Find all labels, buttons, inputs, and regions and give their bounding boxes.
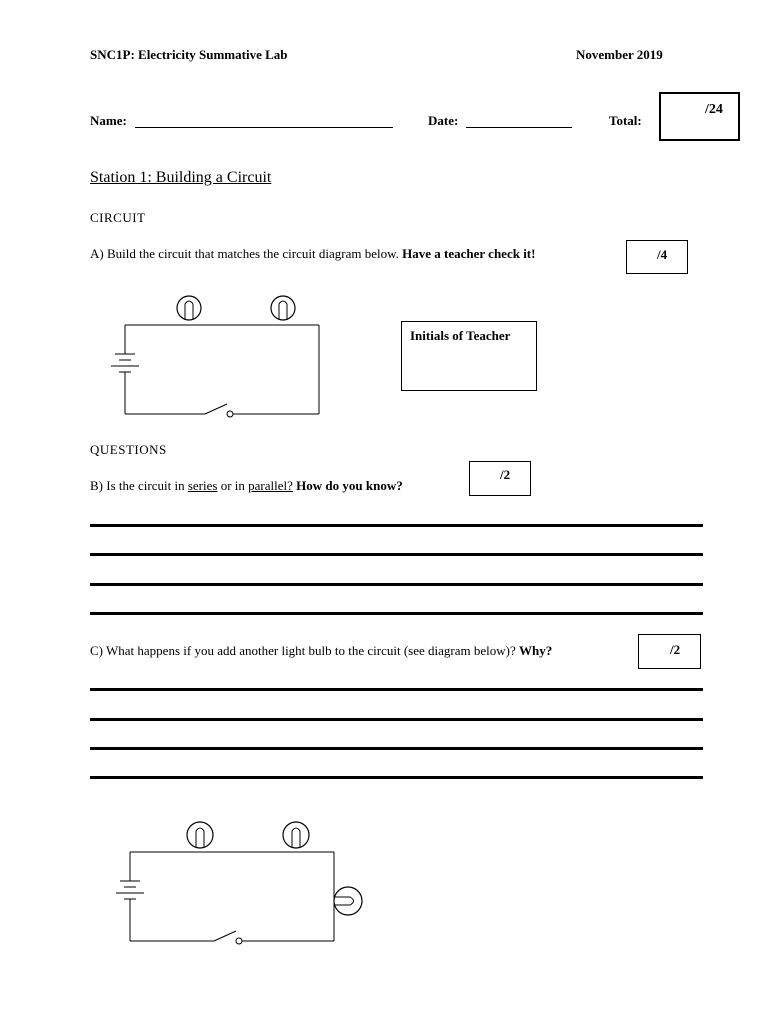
question-b-score: /2 bbox=[500, 467, 511, 482]
added-bulb-icon bbox=[334, 887, 362, 915]
question-a-text: A) Build the circuit that matches the circuit diagram below. bbox=[90, 246, 399, 261]
circuit-heading: CIRCUIT bbox=[90, 210, 146, 225]
answer-line[interactable] bbox=[90, 553, 703, 556]
total-score: /24 bbox=[705, 102, 723, 117]
bulb-icon bbox=[187, 822, 213, 848]
question-c bbox=[90, 643, 552, 659]
switch-lever bbox=[214, 931, 236, 941]
header-date: November 2019 bbox=[576, 47, 663, 62]
circuit-diagram-series bbox=[105, 288, 335, 423]
bulb-icon bbox=[177, 296, 201, 320]
question-b-series: series bbox=[187, 478, 218, 493]
answer-line[interactable] bbox=[90, 718, 703, 721]
answer-line[interactable] bbox=[90, 583, 703, 586]
date-label: Date: bbox=[428, 113, 459, 128]
switch-contact bbox=[227, 411, 233, 417]
question-b bbox=[90, 478, 403, 494]
circuit-diagram-added-bulb bbox=[110, 815, 375, 950]
teacher-initials-box[interactable] bbox=[401, 321, 537, 391]
switch-contact bbox=[236, 938, 242, 944]
name-field[interactable] bbox=[135, 127, 393, 128]
answer-line[interactable] bbox=[90, 524, 703, 527]
question-a-score-box[interactable] bbox=[626, 240, 688, 274]
answer-line[interactable] bbox=[90, 776, 703, 779]
name-label: Name: bbox=[90, 113, 127, 128]
date-field[interactable] bbox=[466, 127, 572, 128]
question-b-parallel: parallel? bbox=[248, 478, 293, 493]
question-a-score: /4 bbox=[657, 247, 668, 262]
question-c-bold: Why? bbox=[519, 643, 553, 658]
teacher-initials-label: Initials of Teacher bbox=[410, 328, 511, 343]
question-b-middle: or in bbox=[220, 478, 245, 493]
question-c-score-box[interactable] bbox=[638, 634, 701, 669]
answer-line[interactable] bbox=[90, 688, 703, 691]
course-title: SNC1P: Electricity Summative Lab bbox=[90, 47, 288, 62]
switch-lever bbox=[205, 404, 227, 414]
question-c-score: /2 bbox=[670, 642, 681, 657]
bulb-icon bbox=[283, 822, 309, 848]
station-title: Station 1: Building a Circuit bbox=[90, 169, 272, 186]
answer-line[interactable] bbox=[90, 747, 703, 750]
bulb-icon bbox=[271, 296, 295, 320]
total-score-box[interactable] bbox=[659, 92, 740, 141]
question-b-score-box[interactable] bbox=[469, 461, 531, 496]
question-c-text: C) What happens if you add another light bulb to the circuit (see diagram below)? bbox=[90, 643, 516, 658]
question-b-prefix: B) Is the circuit in bbox=[90, 478, 185, 493]
question-a-bold: Have a teacher check it! bbox=[402, 246, 536, 261]
total-label: Total: bbox=[609, 113, 642, 128]
question-a bbox=[90, 246, 535, 262]
questions-heading: QUESTIONS bbox=[90, 442, 167, 457]
answer-line[interactable] bbox=[90, 612, 703, 615]
question-b-bold: How do you know? bbox=[296, 478, 403, 493]
